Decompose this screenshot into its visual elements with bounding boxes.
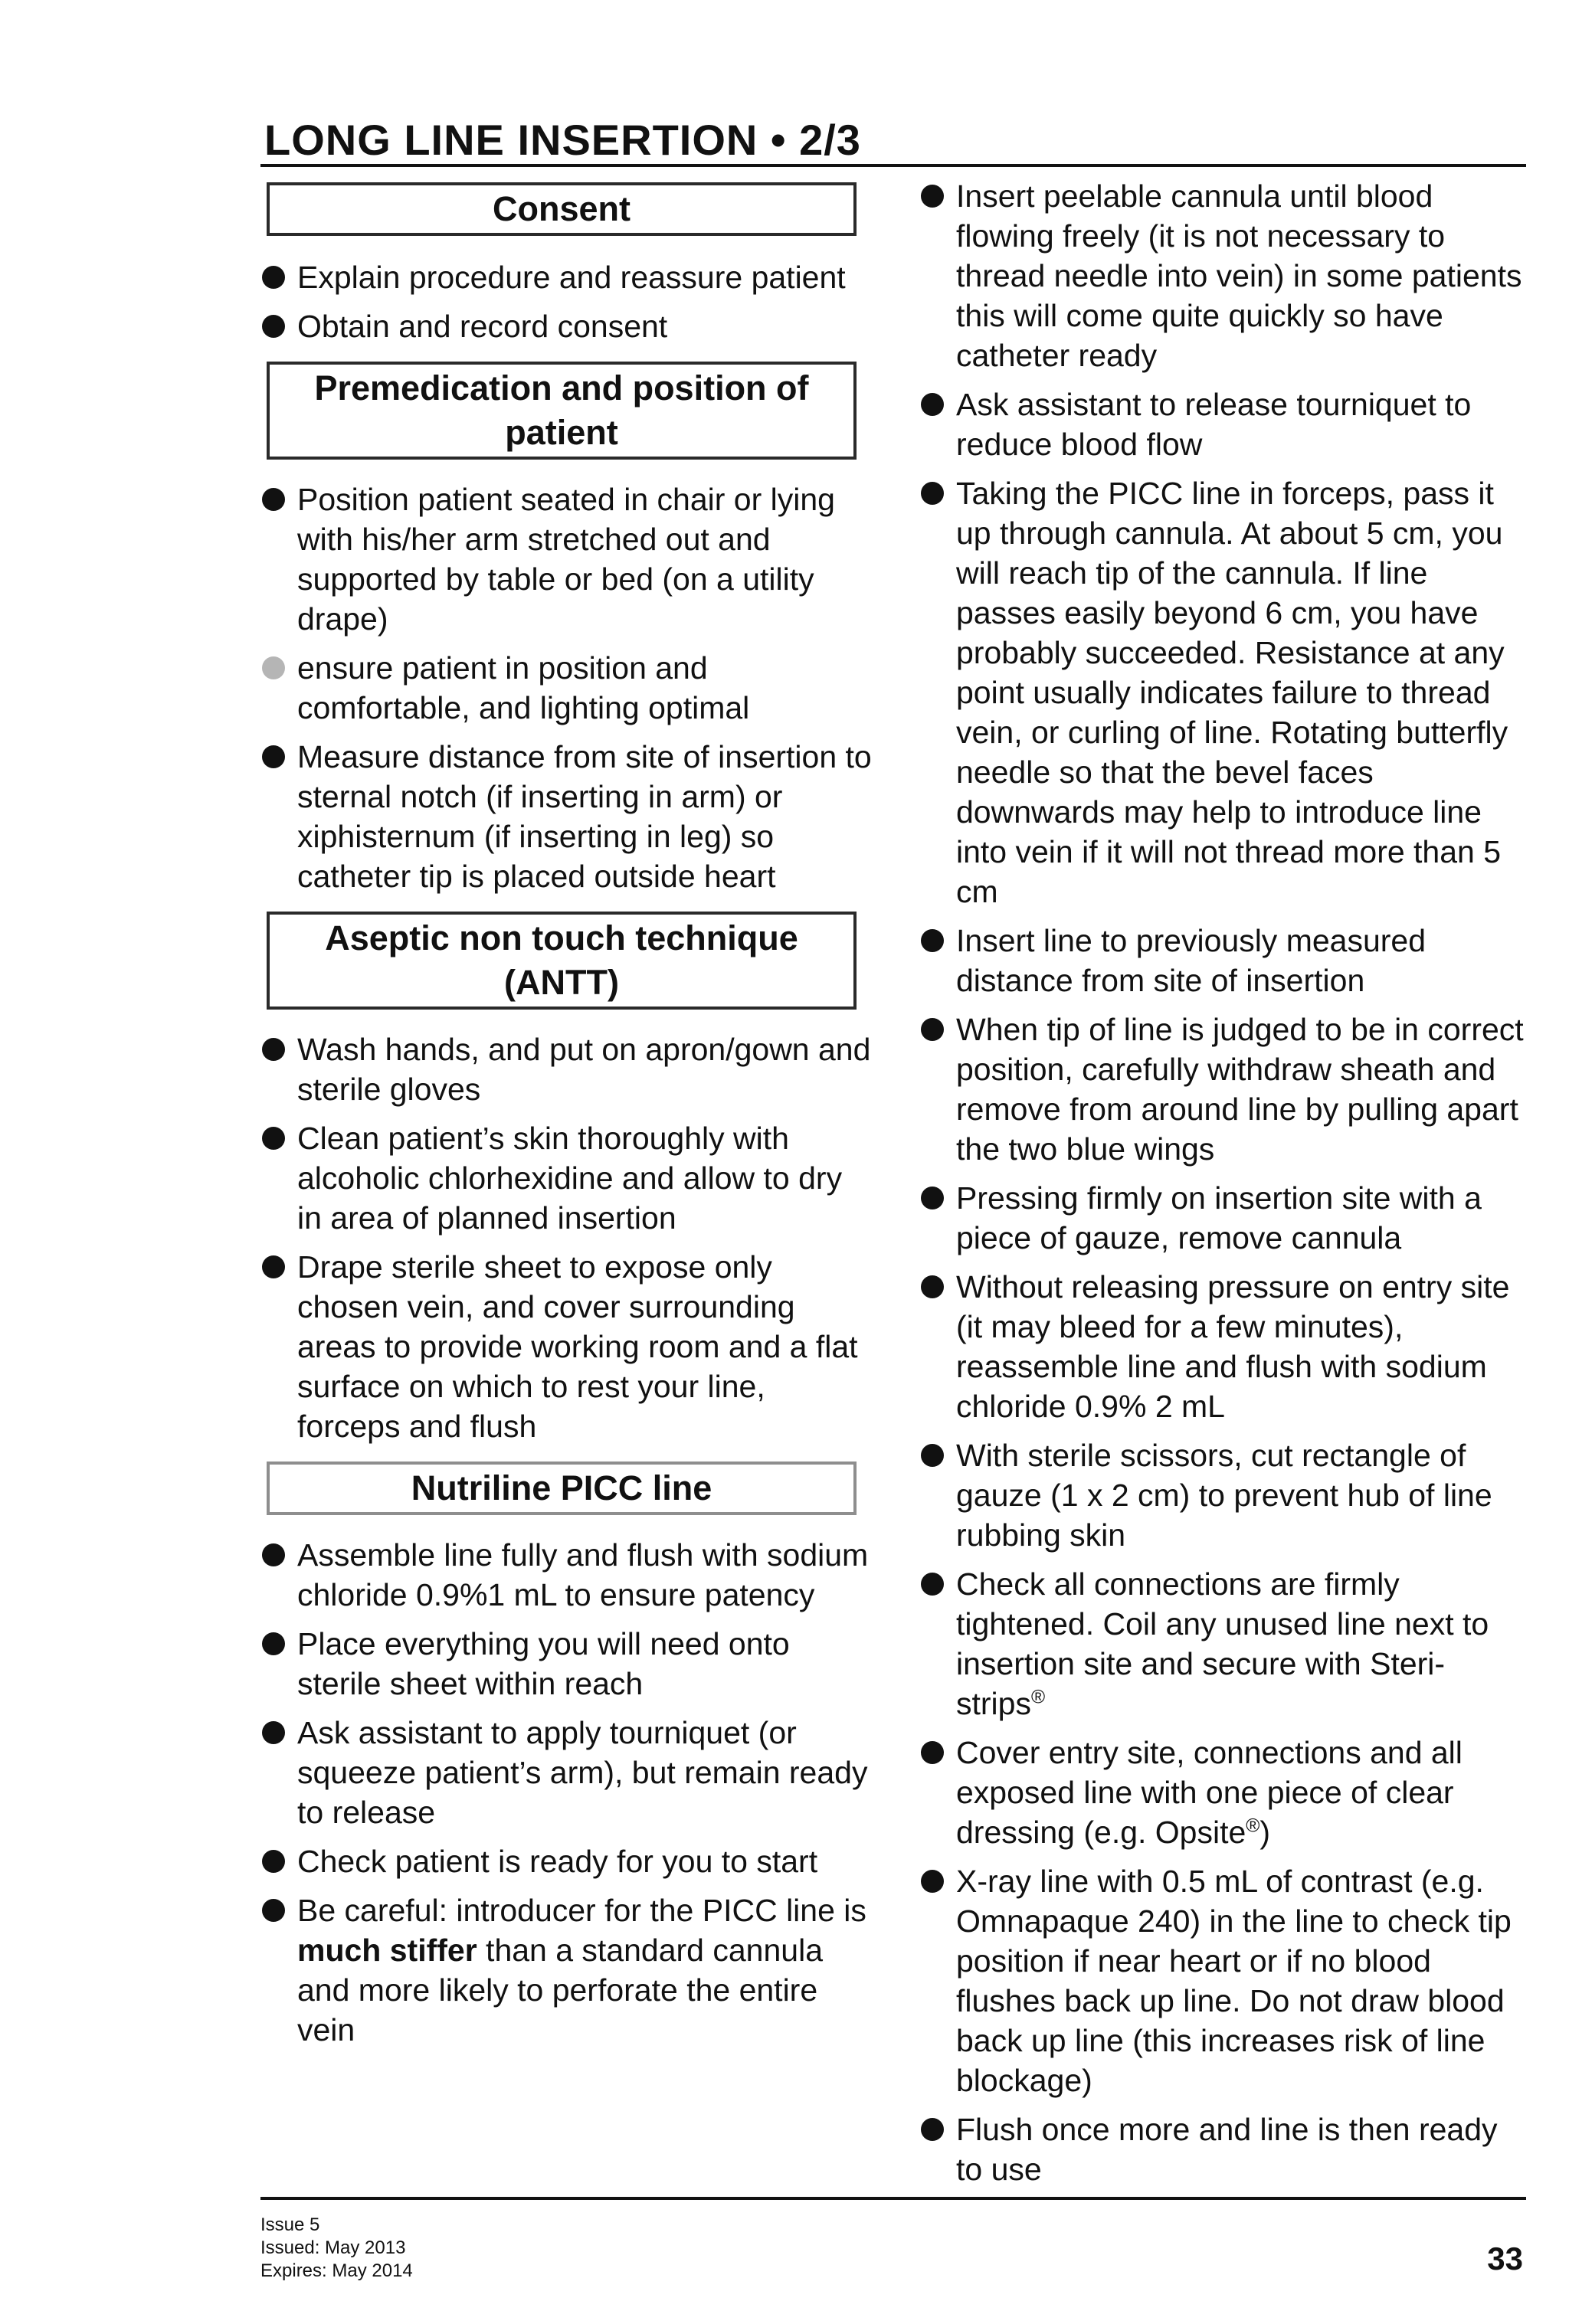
list-item: Explain procedure and reassure patient	[260, 257, 873, 297]
antt-list	[260, 1029, 873, 1446]
list-item: Wash hands, and put on apron/gown and sterile gloves	[260, 1029, 873, 1109]
page-number: 33	[1487, 2241, 1523, 2277]
issue-number: Issue 5	[260, 2214, 320, 2235]
picc-list	[260, 1535, 873, 2050]
bullet-icon	[921, 185, 944, 208]
bullet-icon	[262, 1255, 285, 1278]
issued-date: Issued: May 2013	[260, 2237, 406, 2258]
list-item: Position patient seated in chair or lying with his/her arm stretched out and supported by table or bed (on a utility drape)	[260, 480, 873, 639]
bullet-icon	[921, 929, 944, 952]
bullet-icon	[262, 1899, 285, 1922]
list-item: Ask assistant to apply tourniquet (or squeeze patient’s arm), but remain ready to release	[260, 1713, 873, 1832]
bullet-icon	[921, 1870, 944, 1893]
consent-heading: Consent	[267, 182, 857, 236]
bullet-icon	[262, 315, 285, 338]
left-column	[260, 182, 873, 2059]
list-item: Without releasing pressure on entry site (it may bleed for a few minutes), reassemble line and flush with sodium chloride 0.9% 2 mL	[919, 1267, 1532, 1426]
list-item: Drape sterile sheet to expose only chosen vein, and cover surrounding areas to provide working room and a flat surface on which to rest your line, forceps and flush	[260, 1247, 873, 1446]
bullet-icon	[921, 1741, 944, 1764]
premed-heading: Premedication and position of patient	[267, 362, 857, 460]
list-item: Flush once more and line is then ready to use	[919, 2110, 1532, 2189]
bullet-icon	[262, 266, 285, 289]
list-item: Pressing firmly on insertion site with a piece of gauze, remove cannula	[919, 1178, 1532, 1258]
bullet-icon	[262, 1038, 285, 1061]
antt-heading: Aseptic non touch technique (ANTT)	[267, 912, 857, 1010]
list-item: When tip of line is judged to be in correct position, carefully withdraw sheath and remove from around line by pulling apart the two blue wings	[919, 1010, 1532, 1169]
list-item: Check all connections are firmly tightened. Coil any unused line next to insertion site and secure with Steri-strips®	[919, 1564, 1532, 1723]
list-item: Insert peelable cannula until blood flowing freely (it is not necessary to thread needle into vein) in some patients this will come quite quickly so have catheter ready	[919, 176, 1532, 375]
procedure-list	[919, 176, 1532, 2189]
list-item: Clean patient’s skin thoroughly with alcoholic chlorhexidine and allow to dry in area of planned insertion	[260, 1118, 873, 1238]
grey-bullet-icon	[262, 656, 285, 679]
list-item: Check patient is ready for you to start	[260, 1841, 873, 1881]
bullet-icon	[262, 488, 285, 511]
bullet-icon	[921, 393, 944, 416]
bullet-icon	[262, 745, 285, 768]
bullet-icon	[262, 1127, 285, 1150]
bullet-icon	[262, 1850, 285, 1873]
list-item: ensure patient in position and comfortable, and lighting optimal	[260, 648, 873, 728]
bullet-icon	[921, 1573, 944, 1596]
list-item: Insert line to previously measured distance from site of insertion	[919, 921, 1532, 1000]
bullet-icon	[262, 1721, 285, 1744]
bullet-icon	[262, 1632, 285, 1655]
bullet-icon	[921, 482, 944, 505]
footer-info	[260, 2214, 413, 2283]
list-item: With sterile scissors, cut rectangle of gauze (1 x 2 cm) to prevent hub of line rubbing skin	[919, 1435, 1532, 1555]
bullet-icon	[921, 1187, 944, 1209]
list-item: Obtain and record consent	[260, 306, 873, 346]
list-item: Ask assistant to release tourniquet to reduce blood flow	[919, 385, 1532, 464]
header-rule	[260, 164, 1526, 167]
bullet-icon	[921, 1018, 944, 1041]
consent-list	[260, 257, 873, 346]
picc-heading: Nutriline PICC line	[267, 1462, 857, 1515]
footer-rule	[260, 2197, 1526, 2200]
right-column	[919, 176, 1532, 2198]
premed-list	[260, 480, 873, 896]
list-item: Be careful: introducer for the PICC line is much stiffer than a standard cannula and more likely to perforate the entire vein	[260, 1890, 873, 2050]
list-item: Taking the PICC line in forceps, pass it up through cannula. At about 5 cm, you will reach tip of the cannula. If line passes easily beyond 6 cm, you have probably succeeded. Resistance at any point usually indicates failure to thread vein, or curling of line. Rotating butterfly needle so that the bevel faces downwards may help to introduce line into vein if it will not thread more than 5 cm	[919, 473, 1532, 912]
bullet-icon	[921, 1444, 944, 1467]
list-item: Cover entry site, connections and all exposed line with one piece of clear dressing (e.g. Opsite®)	[919, 1733, 1532, 1852]
page-title: LONG LINE INSERTION • 2/3	[264, 116, 861, 164]
list-item: Measure distance from site of insertion to sternal notch (if inserting in arm) or xiphisternum (if inserting in leg) so catheter tip is placed outside heart	[260, 737, 873, 896]
list-item: X-ray line with 0.5 mL of contrast (e.g. Omnapaque 240) in the line to check tip position if near heart or if no blood flushes back up line. Do not draw blood back up line (this increases risk of line blockage)	[919, 1861, 1532, 2100]
bullet-icon	[921, 1275, 944, 1298]
list-item: Assemble line fully and flush with sodium chloride 0.9%1 mL to ensure patency	[260, 1535, 873, 1615]
bullet-icon	[921, 2118, 944, 2141]
bullet-icon	[262, 1543, 285, 1566]
list-item: Place everything you will need onto sterile sheet within reach	[260, 1624, 873, 1704]
expiry-date: Expires: May 2014	[260, 2260, 413, 2281]
